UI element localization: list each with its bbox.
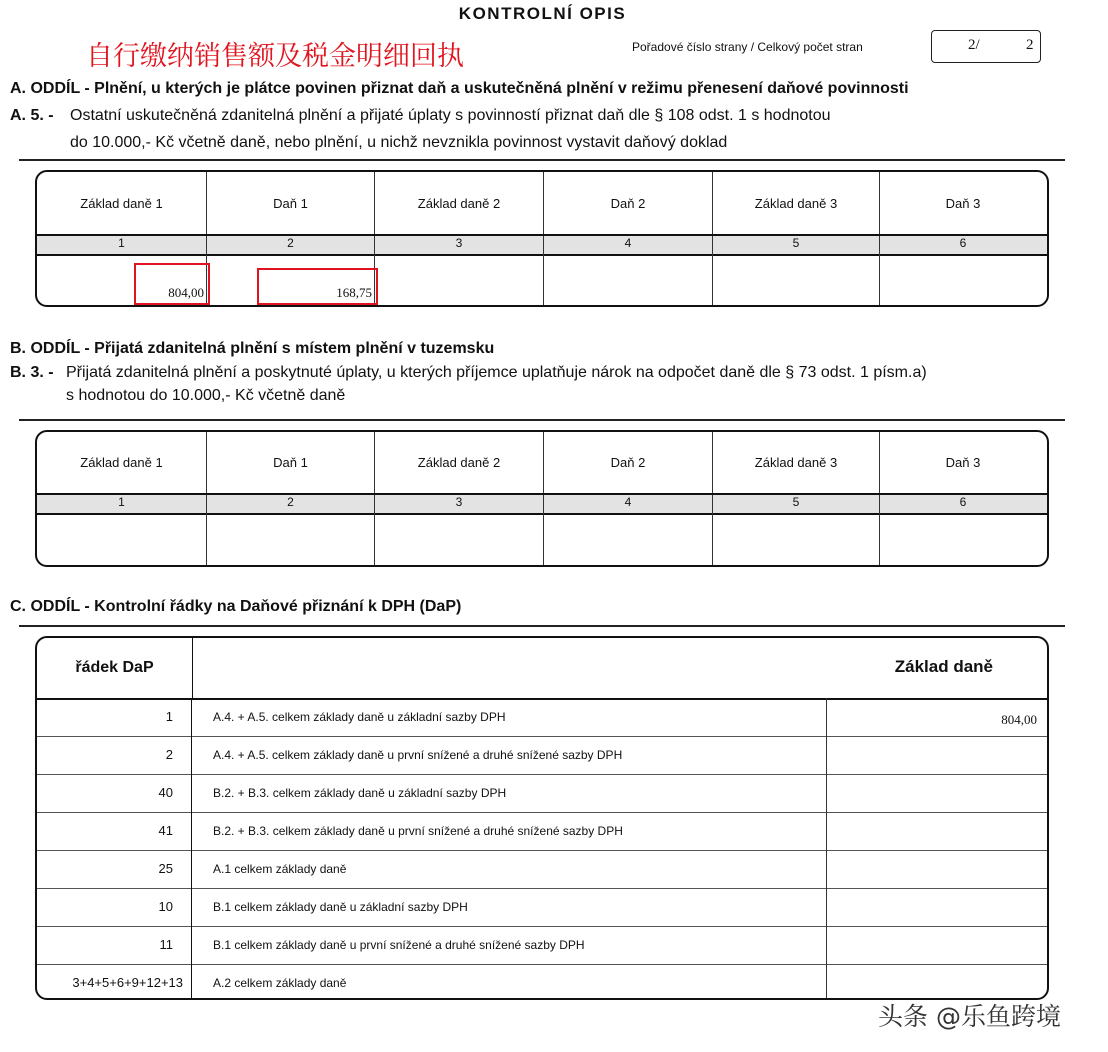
section-a-heading: A. ODDÍL - Plnění, u kterých je plátce povinen přiznat daň a uskutečněná plnění v režimu přenesení daňové povinnosti (10, 80, 909, 97)
row-value-cell (826, 964, 1049, 1000)
value-cell (713, 511, 880, 565)
highlight-tax-1 (257, 268, 378, 305)
section-b-header-row (37, 432, 1047, 493)
table-row (37, 850, 1047, 889)
value-cell (880, 511, 1046, 565)
page-number-label: Pořadové číslo strany / Celkový počet stran (632, 40, 863, 54)
section-a-rule (19, 159, 1065, 161)
row-number: 11 (37, 926, 192, 964)
row-description: A.2 celkem základy daně (213, 976, 347, 990)
section-b3-text-2: s hodnotou do 10.000,- Kč včetně daně (66, 387, 346, 404)
table-row (37, 774, 1047, 813)
row-description: B.1 celkem základy daně u základní sazby DPH (213, 900, 468, 914)
section-a5-text-1: Ostatní uskutečněná zdanitelná plnění a přijaté úplaty s povinností přiznat daň dle § 108 odst. 1 s hodnotou (70, 107, 831, 124)
column-number: 5 (713, 495, 880, 513)
row-description: A.1 celkem základy daně (213, 862, 347, 876)
column-header: Základ daně 1 (37, 432, 207, 493)
page-current: 2/ (968, 37, 980, 53)
column-number: 6 (959, 236, 967, 250)
annotation-title: 自行缴纳销售额及税金明细回执 (86, 41, 464, 72)
row-value: 804,00 (1001, 712, 1037, 727)
value-cell (37, 511, 207, 565)
section-b3-text-1: Přijatá zdanitelná plnění a poskytnuté úplaty, u kterých příjemce uplatňuje nárok na odpočet daně dle § 73 odst. 1 písm.a) (66, 364, 927, 381)
row-value-cell (826, 888, 1049, 926)
page-number-box (931, 30, 1041, 63)
column-number: 3 (375, 495, 544, 513)
column-header: Základ daně 2 (375, 432, 544, 493)
value-cell (880, 252, 1046, 305)
column-number: 6 (959, 495, 967, 509)
row-description: B.1 celkem základy daně u první snížené a druhé snížené sazby DPH (213, 938, 585, 952)
row-description: A.4. + A.5. celkem základy daně u první snížené a druhé snížené sazby DPH (213, 748, 623, 762)
section-c-body (37, 698, 1047, 998)
row-value-cell (826, 698, 1049, 736)
section-c-heading: C. ODDÍL - Kontrolní řádky na Daňové přiznání k DPH (DaP) (10, 598, 462, 615)
column-header: Základ daně 2 (375, 172, 544, 234)
row-description: A.4. + A.5. celkem základy daně u základní sazby DPH (213, 710, 506, 724)
row-description: B.2. + B.3. celkem základy daně u základní sazby DPH (213, 786, 507, 800)
column-header: Daň 1 (207, 172, 375, 234)
column-header: Daň 3 (945, 455, 981, 470)
table-row (37, 964, 1047, 1000)
section-a5-label: A. 5. - (10, 107, 54, 124)
section-a-header-row (37, 172, 1047, 234)
column-number: 4 (544, 495, 713, 513)
row-number: 1 (37, 698, 192, 736)
section-c-table (35, 636, 1049, 1000)
value-cell (544, 511, 713, 565)
tax-base-header: Základ daně (894, 657, 993, 676)
column-number: 2 (207, 495, 375, 513)
table-row (37, 888, 1047, 927)
column-header: Daň 3 (945, 195, 981, 211)
table-row (37, 926, 1047, 965)
section-b3-label: B. 3. - (10, 364, 54, 381)
column-header: Základ daně 3 (713, 172, 880, 234)
section-a5-text-2: do 10.000,- Kč včetně daně, nebo plnění, u nichž nevznikla povinnost vystavit daňový doklad (70, 134, 728, 151)
section-b-table (35, 430, 1049, 567)
row-number: 25 (37, 850, 192, 888)
row-number: 10 (37, 888, 192, 926)
row-number: 3+4+5+6+9+12+13 (37, 964, 192, 1000)
value-cell (375, 511, 544, 565)
section-c-rule (19, 625, 1065, 627)
section-b-value-row (37, 511, 1047, 565)
base-1-value: 804,00 (168, 285, 204, 300)
row-description: B.2. + B.3. celkem základy daně u první snížené a druhé snížené sazby DPH (213, 824, 623, 838)
section-b-rule (19, 419, 1065, 421)
value-cell (375, 252, 544, 305)
column-number: 1 (37, 495, 207, 513)
row-value-cell (826, 850, 1049, 888)
highlight-base-1 (134, 263, 210, 305)
row-number: 2 (37, 736, 192, 774)
value-cell (207, 511, 375, 565)
column-header: Daň 2 (544, 432, 713, 493)
column-number: 5 (713, 236, 880, 254)
column-number: 4 (544, 236, 713, 254)
row-value-cell (826, 774, 1049, 812)
tax-1-value: 168,75 (336, 285, 372, 300)
table-row (37, 698, 1047, 737)
value-cell (544, 252, 713, 305)
row-value-cell (826, 926, 1049, 964)
page-total: 2 (1026, 37, 1034, 53)
row-number: 40 (37, 774, 192, 812)
section-a-table (35, 170, 1049, 307)
row-value-cell (826, 736, 1049, 774)
row-number: 41 (37, 812, 192, 850)
section-c-header (37, 638, 1047, 700)
column-number: 3 (375, 236, 544, 254)
row-dap-header: řádek DaP (37, 638, 193, 698)
row-value-cell (826, 812, 1049, 850)
table-row (37, 812, 1047, 851)
value-cell (713, 252, 880, 305)
document-title: KONTROLNÍ OPIS (458, 4, 627, 23)
table-row (37, 736, 1047, 775)
column-header: Základ daně 3 (713, 432, 880, 493)
column-number: 1 (37, 236, 207, 254)
column-header: Daň 1 (207, 432, 375, 493)
column-number: 2 (207, 236, 375, 254)
watermark: 头条 @乐鱼跨境 (878, 1002, 1061, 1031)
column-header: Základ daně 1 (37, 172, 207, 234)
column-header: Daň 2 (544, 172, 713, 234)
section-b-heading: B. ODDÍL - Přijatá zdanitelná plnění s místem plnění v tuzemsku (10, 340, 495, 357)
